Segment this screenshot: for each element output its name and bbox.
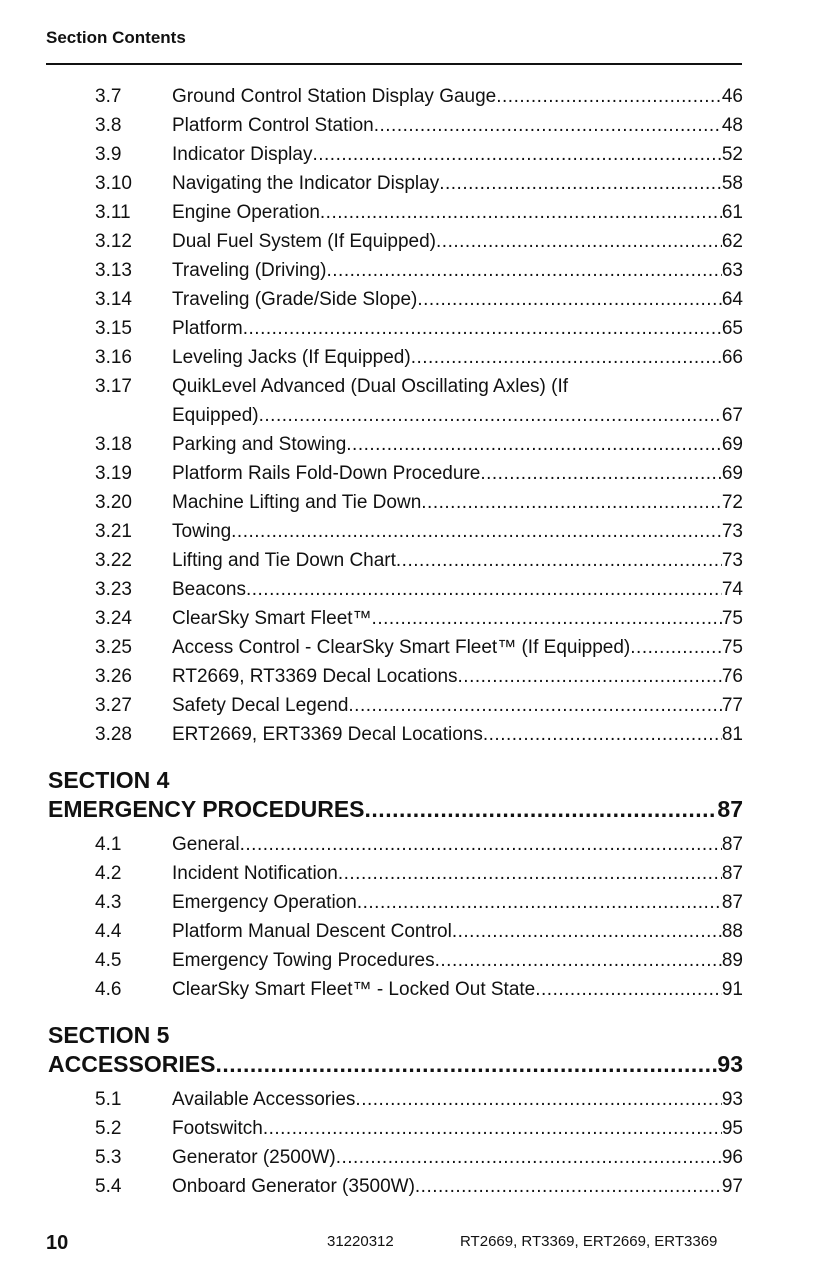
entry-title-block bbox=[172, 662, 743, 691]
section-page-number: 93 bbox=[717, 1051, 743, 1077]
entry-number: 3.13 bbox=[95, 260, 132, 281]
toc-entry[interactable] bbox=[95, 604, 743, 633]
entry-title-block bbox=[172, 459, 743, 488]
entry-page-number: 61 bbox=[721, 202, 743, 223]
entry-title-block bbox=[172, 1143, 743, 1172]
entry-page-number: 73 bbox=[721, 550, 743, 571]
entry-title-block bbox=[172, 633, 743, 662]
entry-number: 3.25 bbox=[95, 637, 132, 658]
dot-leader bbox=[240, 830, 722, 859]
toc-entry[interactable] bbox=[95, 198, 743, 227]
dot-leader bbox=[336, 1143, 722, 1172]
entry-page-number: 76 bbox=[721, 666, 743, 687]
entry-title-line bbox=[172, 343, 743, 372]
entry-title-line bbox=[172, 633, 743, 662]
entry-title-text: Available Accessories bbox=[172, 1089, 356, 1110]
toc-entry[interactable] bbox=[95, 343, 743, 372]
entry-title-text: Traveling (Grade/Side Slope) bbox=[172, 289, 418, 310]
entry-title-text: Navigating the Indicator Display bbox=[172, 173, 440, 194]
dot-leader bbox=[439, 169, 722, 198]
entry-number: 3.14 bbox=[95, 289, 132, 310]
entry-title-block bbox=[172, 227, 743, 256]
entry-title-block bbox=[172, 1085, 743, 1114]
entry-page-number: 95 bbox=[721, 1118, 743, 1139]
entry-title-block bbox=[172, 546, 743, 575]
section-title: EMERGENCY PROCEDURES bbox=[48, 796, 365, 822]
toc-entry[interactable] bbox=[95, 633, 743, 662]
dot-leader bbox=[435, 946, 722, 975]
entry-title-text: QuikLevel Advanced (Dual Oscillating Axles) (If bbox=[172, 376, 569, 397]
entry-page-number: 96 bbox=[721, 1147, 743, 1168]
entry-number: 3.18 bbox=[95, 434, 132, 455]
entry-title-line bbox=[172, 401, 743, 430]
toc-entry[interactable] bbox=[95, 662, 743, 691]
dot-leader bbox=[496, 82, 722, 111]
entry-page-number: 69 bbox=[721, 434, 743, 455]
entry-page-number: 93 bbox=[721, 1089, 743, 1110]
entry-title-text: Emergency Operation bbox=[172, 892, 357, 913]
entry-title-text: Generator (2500W) bbox=[172, 1147, 336, 1168]
section-title-line bbox=[48, 794, 743, 824]
dot-leader bbox=[535, 975, 722, 1004]
entry-title-block bbox=[172, 859, 743, 888]
entry-title-block bbox=[172, 888, 743, 917]
entry-number: 4.1 bbox=[95, 834, 122, 855]
entry-number: 3.27 bbox=[95, 695, 132, 716]
dot-leader bbox=[231, 517, 722, 546]
dot-leader bbox=[263, 1114, 722, 1143]
entry-title-line bbox=[172, 314, 743, 343]
entry-title-line bbox=[172, 917, 743, 946]
dot-leader bbox=[396, 546, 722, 575]
entry-page-number: 72 bbox=[721, 492, 743, 513]
entry-number: 3.19 bbox=[95, 463, 132, 484]
entry-title-block bbox=[172, 830, 743, 859]
dot-leader bbox=[259, 401, 722, 430]
dot-leader bbox=[411, 343, 722, 372]
entry-title-line bbox=[172, 169, 743, 198]
entry-number: 4.4 bbox=[95, 921, 122, 942]
toc-entry[interactable] bbox=[95, 1085, 743, 1114]
section-page-number: 87 bbox=[717, 796, 743, 822]
entry-title-text: Platform bbox=[172, 318, 243, 339]
dot-leader bbox=[480, 459, 722, 488]
entry-title-line bbox=[172, 1172, 743, 1201]
entry-title-text: Access Control - ClearSky Smart Fleet™ (If Equipped) bbox=[172, 637, 631, 658]
toc-entry[interactable] bbox=[95, 488, 743, 517]
entry-title-line bbox=[172, 546, 743, 575]
toc-entry[interactable] bbox=[95, 372, 743, 430]
dot-leader bbox=[327, 256, 722, 285]
entry-title-line bbox=[172, 285, 743, 314]
entry-page-number: 81 bbox=[721, 724, 743, 745]
entry-title-text: Footswitch bbox=[172, 1118, 263, 1139]
entry-title-line bbox=[172, 488, 743, 517]
entry-title-line bbox=[172, 691, 743, 720]
entry-title-line bbox=[172, 459, 743, 488]
entry-title-block bbox=[172, 1172, 743, 1201]
entry-title-text: Safety Decal Legend bbox=[172, 695, 349, 716]
entry-title-block bbox=[172, 604, 743, 633]
toc-entry[interactable] bbox=[95, 575, 743, 604]
entry-title-text: Parking and Stowing bbox=[172, 434, 347, 455]
section-label: SECTION 4 bbox=[48, 767, 170, 793]
toc-entry[interactable] bbox=[95, 546, 743, 575]
toc-entry[interactable] bbox=[95, 1172, 743, 1201]
toc-entry[interactable] bbox=[95, 140, 743, 169]
section-heading bbox=[48, 1022, 743, 1079]
entry-title-text: ClearSky Smart Fleet™ bbox=[172, 608, 372, 629]
footer-model-list: RT2669, RT3369, ERT2669, ERT3369 bbox=[460, 1233, 718, 1250]
entry-title-line bbox=[172, 859, 743, 888]
entry-title-text: Emergency Towing Procedures bbox=[172, 950, 435, 971]
entry-title-line bbox=[172, 662, 743, 691]
entry-title-line bbox=[172, 1085, 743, 1114]
dot-leader bbox=[357, 888, 722, 917]
entry-title-line bbox=[172, 430, 743, 459]
section-heading bbox=[48, 767, 743, 824]
dot-leader bbox=[415, 1172, 722, 1201]
toc-entry[interactable] bbox=[95, 430, 743, 459]
entry-title-block bbox=[172, 1114, 743, 1143]
dot-leader bbox=[346, 430, 722, 459]
entry-page-number: 62 bbox=[721, 231, 743, 252]
entry-number: 4.2 bbox=[95, 863, 122, 884]
entry-page-number: 48 bbox=[721, 115, 743, 136]
entry-title-line bbox=[172, 227, 743, 256]
entry-title-line bbox=[172, 111, 743, 140]
entry-title-line bbox=[172, 575, 743, 604]
entry-title-text: ClearSky Smart Fleet™ - Locked Out State bbox=[172, 979, 536, 1000]
entry-title-line bbox=[172, 372, 743, 401]
toc-entry[interactable] bbox=[95, 227, 743, 256]
entry-title-text: Traveling (Driving) bbox=[172, 260, 327, 281]
toc-entry[interactable] bbox=[95, 1114, 743, 1143]
toc-entry[interactable] bbox=[95, 859, 743, 888]
entry-title-text: Beacons bbox=[172, 579, 246, 600]
toc-entry[interactable] bbox=[95, 720, 743, 749]
dot-leader bbox=[421, 488, 722, 517]
entry-title-line bbox=[172, 720, 743, 749]
entry-number: 5.2 bbox=[95, 1118, 122, 1139]
toc-entry[interactable] bbox=[95, 888, 743, 917]
entry-page-number: 75 bbox=[721, 608, 743, 629]
entry-title-line bbox=[172, 975, 743, 1004]
entry-number: 3.15 bbox=[95, 318, 132, 339]
dot-leader bbox=[365, 794, 718, 824]
entry-title-block bbox=[172, 256, 743, 285]
dot-leader bbox=[312, 140, 721, 169]
toc-entry[interactable] bbox=[95, 82, 743, 111]
entry-title-line bbox=[172, 946, 743, 975]
entry-title-text: Incident Notification bbox=[172, 863, 338, 884]
entry-title-text: Towing bbox=[172, 521, 232, 542]
entry-title-text: Machine Lifting and Tie Down bbox=[172, 492, 422, 513]
toc-entry[interactable] bbox=[95, 1143, 743, 1172]
entry-title-block bbox=[172, 975, 743, 1004]
entry-title-text: Leveling Jacks (If Equipped) bbox=[172, 347, 411, 368]
dot-leader bbox=[452, 917, 722, 946]
entry-number: 4.5 bbox=[95, 950, 122, 971]
entry-number: 5.3 bbox=[95, 1147, 122, 1168]
dot-leader bbox=[436, 227, 722, 256]
entry-title-line bbox=[172, 140, 743, 169]
dot-leader bbox=[246, 575, 722, 604]
entry-page-number: 63 bbox=[721, 260, 743, 281]
entry-title-block bbox=[172, 140, 743, 169]
entry-number: 3.12 bbox=[95, 231, 132, 252]
entry-title-text: ERT2669, ERT3369 Decal Locations bbox=[172, 724, 483, 745]
entry-page-number: 87 bbox=[721, 863, 743, 884]
entry-title-text: General bbox=[172, 834, 240, 855]
toc-entry[interactable] bbox=[95, 917, 743, 946]
dot-leader bbox=[630, 633, 722, 662]
entry-page-number: 87 bbox=[721, 892, 743, 913]
entry-page-number: 67 bbox=[721, 405, 743, 426]
dot-leader bbox=[338, 859, 722, 888]
dot-leader bbox=[458, 662, 722, 691]
entry-number: 3.24 bbox=[95, 608, 132, 629]
entry-title-block bbox=[172, 82, 743, 111]
dot-leader bbox=[374, 111, 722, 140]
toc-entry[interactable] bbox=[95, 830, 743, 859]
entry-title-text: Platform Control Station bbox=[172, 115, 374, 136]
entry-number: 5.4 bbox=[95, 1176, 122, 1197]
entry-title-block bbox=[172, 372, 743, 430]
entry-title-line bbox=[172, 1143, 743, 1172]
entry-number: 3.20 bbox=[95, 492, 132, 513]
toc-entry[interactable] bbox=[95, 285, 743, 314]
entry-page-number: 87 bbox=[721, 834, 743, 855]
entry-title-text: Equipped) bbox=[172, 405, 259, 426]
dot-leader bbox=[348, 691, 721, 720]
entry-title-block bbox=[172, 488, 743, 517]
entry-number: 3.17 bbox=[95, 376, 132, 397]
entry-title-block bbox=[172, 111, 743, 140]
toc-entry[interactable] bbox=[95, 169, 743, 198]
entry-title-block bbox=[172, 575, 743, 604]
entry-page-number: 97 bbox=[721, 1176, 743, 1197]
entry-page-number: 65 bbox=[721, 318, 743, 339]
entry-page-number: 69 bbox=[721, 463, 743, 484]
entry-title-block bbox=[172, 343, 743, 372]
entry-page-number: 75 bbox=[721, 637, 743, 658]
dot-leader bbox=[243, 314, 722, 343]
footer-document-number: 31220312 bbox=[327, 1233, 394, 1250]
entry-number: 3.9 bbox=[95, 144, 122, 165]
entry-title-line bbox=[172, 517, 743, 546]
dot-leader bbox=[372, 604, 722, 633]
entry-number: 3.7 bbox=[95, 86, 122, 107]
entry-page-number: 64 bbox=[721, 289, 743, 310]
dot-leader bbox=[320, 198, 722, 227]
toc-entry[interactable] bbox=[95, 256, 743, 285]
entry-number: 3.26 bbox=[95, 666, 132, 687]
section-title: ACCESSORIES bbox=[48, 1051, 216, 1077]
entry-title-block bbox=[172, 946, 743, 975]
footer-page-number: 10 bbox=[46, 1232, 69, 1254]
entry-title-text: Indicator Display bbox=[172, 144, 313, 165]
entry-title-text: Platform Manual Descent Control bbox=[172, 921, 452, 942]
entry-page-number: 66 bbox=[721, 347, 743, 368]
entry-page-number: 46 bbox=[721, 86, 743, 107]
entry-title-block bbox=[172, 691, 743, 720]
entry-page-number: 58 bbox=[721, 173, 743, 194]
entry-page-number: 89 bbox=[721, 950, 743, 971]
toc-entry[interactable] bbox=[95, 314, 743, 343]
entry-title-text: RT2669, RT3369 Decal Locations bbox=[172, 666, 458, 687]
toc-entry[interactable] bbox=[95, 459, 743, 488]
toc-entry[interactable] bbox=[95, 111, 743, 140]
entry-title-block bbox=[172, 285, 743, 314]
header-divider bbox=[46, 63, 742, 65]
entry-title-text: Lifting and Tie Down Chart bbox=[172, 550, 396, 571]
entry-number: 3.23 bbox=[95, 579, 132, 600]
entry-title-block bbox=[172, 917, 743, 946]
entry-title-block bbox=[172, 430, 743, 459]
entry-title-line bbox=[172, 604, 743, 633]
entry-title-line bbox=[172, 1114, 743, 1143]
entry-page-number: 73 bbox=[721, 521, 743, 542]
entry-number: 3.8 bbox=[95, 115, 122, 136]
entry-title-text: Engine Operation bbox=[172, 202, 320, 223]
entry-page-number: 91 bbox=[721, 979, 743, 1000]
entry-page-number: 74 bbox=[721, 579, 743, 600]
dot-leader bbox=[215, 1049, 717, 1079]
entry-page-number: 77 bbox=[721, 695, 743, 716]
section-label: SECTION 5 bbox=[48, 1022, 170, 1048]
entry-title-block bbox=[172, 314, 743, 343]
entry-number: 5.1 bbox=[95, 1089, 122, 1110]
entry-title-text: Platform Rails Fold-Down Procedure bbox=[172, 463, 481, 484]
entry-number: 4.3 bbox=[95, 892, 122, 913]
entry-number: 3.22 bbox=[95, 550, 132, 571]
entry-title-text: Ground Control Station Display Gauge bbox=[172, 86, 497, 107]
toc-entry[interactable] bbox=[95, 975, 743, 1004]
toc-entry[interactable] bbox=[95, 691, 743, 720]
entry-title-line bbox=[172, 82, 743, 111]
entry-title-block bbox=[172, 198, 743, 227]
entry-title-line bbox=[172, 256, 743, 285]
entry-number: 3.11 bbox=[95, 202, 131, 223]
entry-number: 3.16 bbox=[95, 347, 132, 368]
entry-title-block bbox=[172, 720, 743, 749]
entry-page-number: 88 bbox=[721, 921, 743, 942]
entry-title-text: Dual Fuel System (If Equipped) bbox=[172, 231, 437, 252]
toc-entry[interactable] bbox=[95, 517, 743, 546]
entry-title-line bbox=[172, 888, 743, 917]
entry-title-line bbox=[172, 198, 743, 227]
entry-number: 4.6 bbox=[95, 979, 122, 1000]
section-title-line bbox=[48, 1049, 743, 1079]
entry-number: 3.10 bbox=[95, 173, 132, 194]
entry-title-block bbox=[172, 517, 743, 546]
entry-title-block bbox=[172, 169, 743, 198]
page-header-title: Section Contents bbox=[46, 28, 186, 47]
entry-number: 3.28 bbox=[95, 724, 132, 745]
entry-title-line bbox=[172, 830, 743, 859]
toc-entry[interactable] bbox=[95, 946, 743, 975]
table-of-contents bbox=[0, 82, 825, 1201]
entry-page-number: 52 bbox=[721, 144, 743, 165]
dot-leader bbox=[417, 285, 722, 314]
entry-title-text: Onboard Generator (3500W) bbox=[172, 1176, 415, 1197]
dot-leader bbox=[483, 720, 722, 749]
dot-leader bbox=[355, 1085, 721, 1114]
entry-number: 3.21 bbox=[95, 521, 132, 542]
